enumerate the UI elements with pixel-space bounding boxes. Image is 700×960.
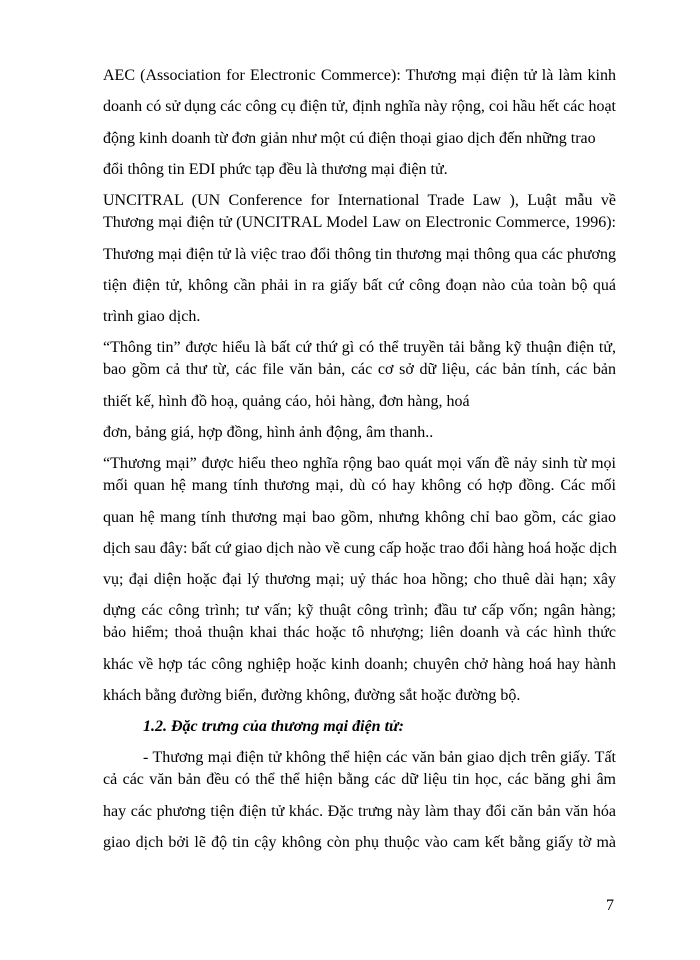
text-line: thiết kế, hình đồ hoạ, quảng cáo, hỏi hàng, đơn hàng, hoá [103,393,470,410]
text-line: dịch sau đây: bất cứ giao dịch nào về cung cấp hoặc trao đổi hàng hoá hoặc dịch [103,540,617,557]
text-line: khác về hợp tác công nghiệp hoặc kinh doanh; chuyên chở hàng hoá hay hành [103,656,616,673]
text-line: Thương mại điện tử là việc trao đổi thông tin thương mại thông qua các phương [103,246,616,263]
text-line: đổi thông tin EDI phức tạp đều là thương mại điện tử. [103,161,448,178]
text-line: quan hệ mang tính thương mại bao gồm, nhưng không chỉ bao gồm, các giao [103,509,616,526]
text-line: đơn, bảng giá, hợp đồng, hình ảnh động, âm thanh.. [103,424,434,441]
text-line: khách bằng đường biển, đường không, đường sắt hoặc đường bộ. [103,687,521,704]
text-line: cả các văn bản đều có thể thể hiện bằng các dữ liệu tin học, các băng ghi âm [103,771,616,788]
text-line: trình giao dịch. [103,308,201,325]
text-line: Thương mại điện tử (UNCITRAL Model Law on Electronic Commerce, 1996): [103,214,616,231]
text-line: vụ; đại diện hoặc đại lý thương mại; uỷ thác hoa hồng; cho thuê dài hạn; xây [103,571,616,588]
text-line: mối quan hệ mang tính thương mại, dù có hay không có hợp đồng. Các mối [103,477,616,494]
text-line: dựng các công trình; tư vấn; kỹ thuật công trình; đầu tư cấp vốn; ngân hàng; [103,602,616,619]
text-line: động kinh doanh từ đơn giản như một cú điện thoại giao dịch đến những trao [103,130,596,147]
text-line: hay các phương tiện điện tử khác. Đặc trưng này làm thay đổi căn bản văn hóa [103,803,616,820]
text-line: - Thương mại điện tử không thể hiện các văn bản giao dịch trên giấy. Tất [143,749,616,766]
text-line: doanh có sử dụng các công cụ điện tử, định nghĩa này rộng, coi hầu hết các hoạt [103,98,616,115]
text-line: bảo hiểm; thoả thuận khai thác hoặc tô nhượng; liên doanh và các hình thức [103,624,616,641]
text-line: “Thông tin” được hiểu là bất cứ thứ gì có thể truyền tải bằng kỹ thuận điện tử, [103,339,616,356]
text-line: “Thương mại” được hiểu theo nghĩa rộng bao quát mọi vấn đề nảy sinh từ mọi [103,455,616,472]
page-number: 7 [606,897,614,914]
text-line: UNCITRAL (UN Conference for International Trade Law ), Luật mẫu về [103,192,616,209]
text-line: giao dịch bởi lẽ độ tin cậy không còn phụ thuộc vào cam kết bằng giấy tờ mà [103,834,616,851]
text-line: bao gồm cả thư từ, các file văn bản, các cơ sở dữ liệu, các bản tính, các bản [103,361,616,378]
text-line: AEC (Association for Electronic Commerce): Thương mại điện tử là làm kinh [103,67,616,84]
section-heading: 1.2. Đặc trưng của thương mại điện tử: [143,718,404,735]
text-line: tiện điện tử, không cần phải in ra giấy bất cứ công đoạn nào của toàn bộ quá [103,277,616,294]
